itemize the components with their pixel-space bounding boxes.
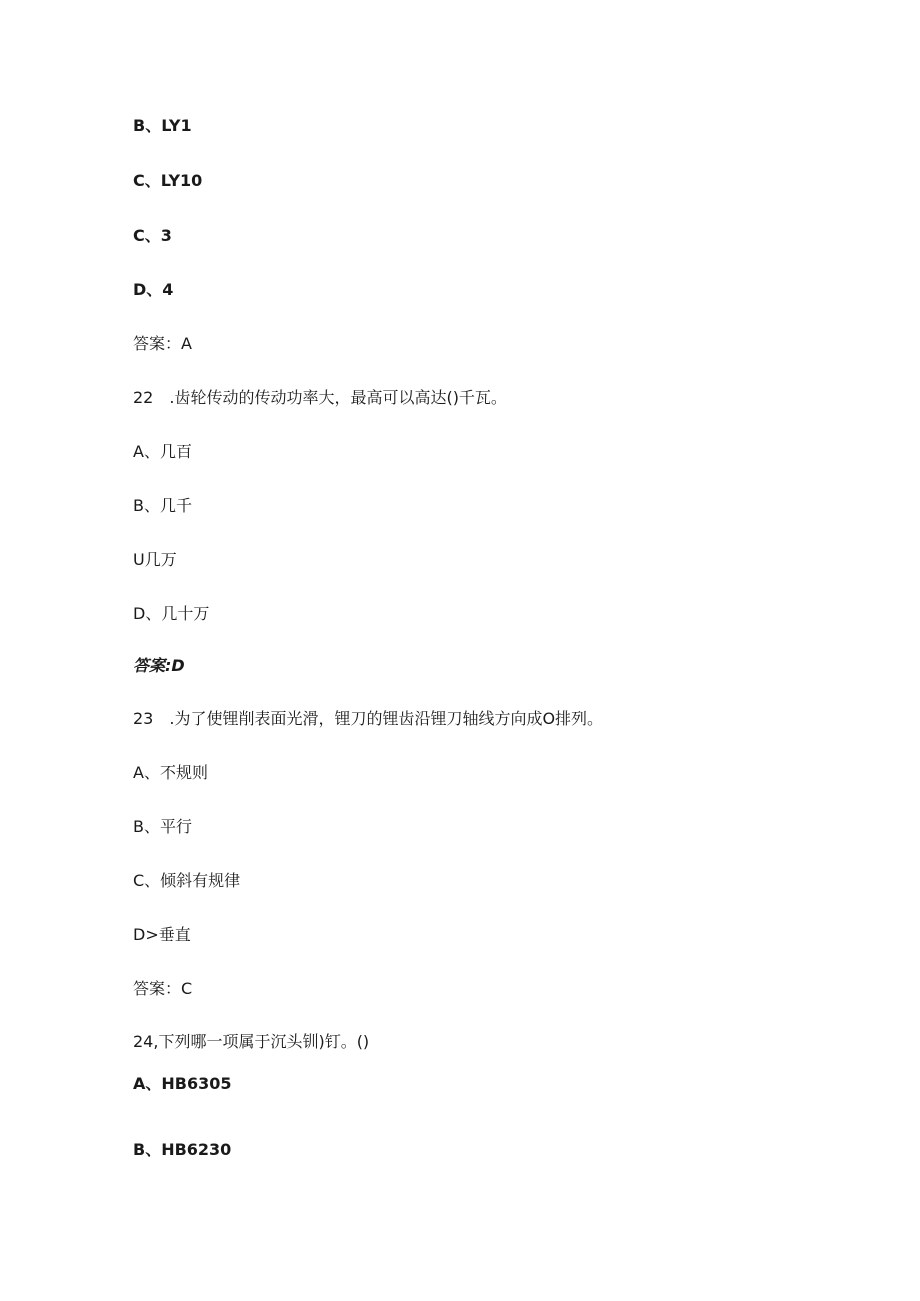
- option-b: B、HB6230: [133, 1140, 232, 1159]
- answer-line: 答案：A: [133, 334, 192, 353]
- question-23: 23 .为了使锂削表面光滑，锂刀的锂齿沿锂刀轴线方向成O排列。: [133, 709, 604, 728]
- option-a: A、不规则: [133, 763, 208, 782]
- answer-line: 答案:D: [133, 656, 185, 675]
- option-c: C、倾斜有规律: [133, 871, 241, 890]
- option-d: D、几十万: [133, 604, 210, 623]
- option-b: B、LY1: [133, 116, 192, 135]
- option-a: A、几百: [133, 442, 192, 461]
- option-d: D、4: [133, 280, 174, 299]
- answer-line: 答案：C: [133, 979, 193, 998]
- option-c: C、3: [133, 226, 172, 245]
- option-c: U几万: [133, 550, 177, 569]
- option-d: D>垂直: [133, 925, 191, 944]
- question-22: 22 .齿轮传动的传动功率大，最高可以高达()千瓦。: [133, 388, 507, 407]
- option-c: C、LY10: [133, 171, 203, 190]
- question-24: 24,下列哪一项属于沉头钏)钉。(): [133, 1032, 370, 1051]
- option-b: B、几千: [133, 496, 192, 515]
- option-b: B、平行: [133, 817, 192, 836]
- option-a: A、HB6305: [133, 1074, 232, 1093]
